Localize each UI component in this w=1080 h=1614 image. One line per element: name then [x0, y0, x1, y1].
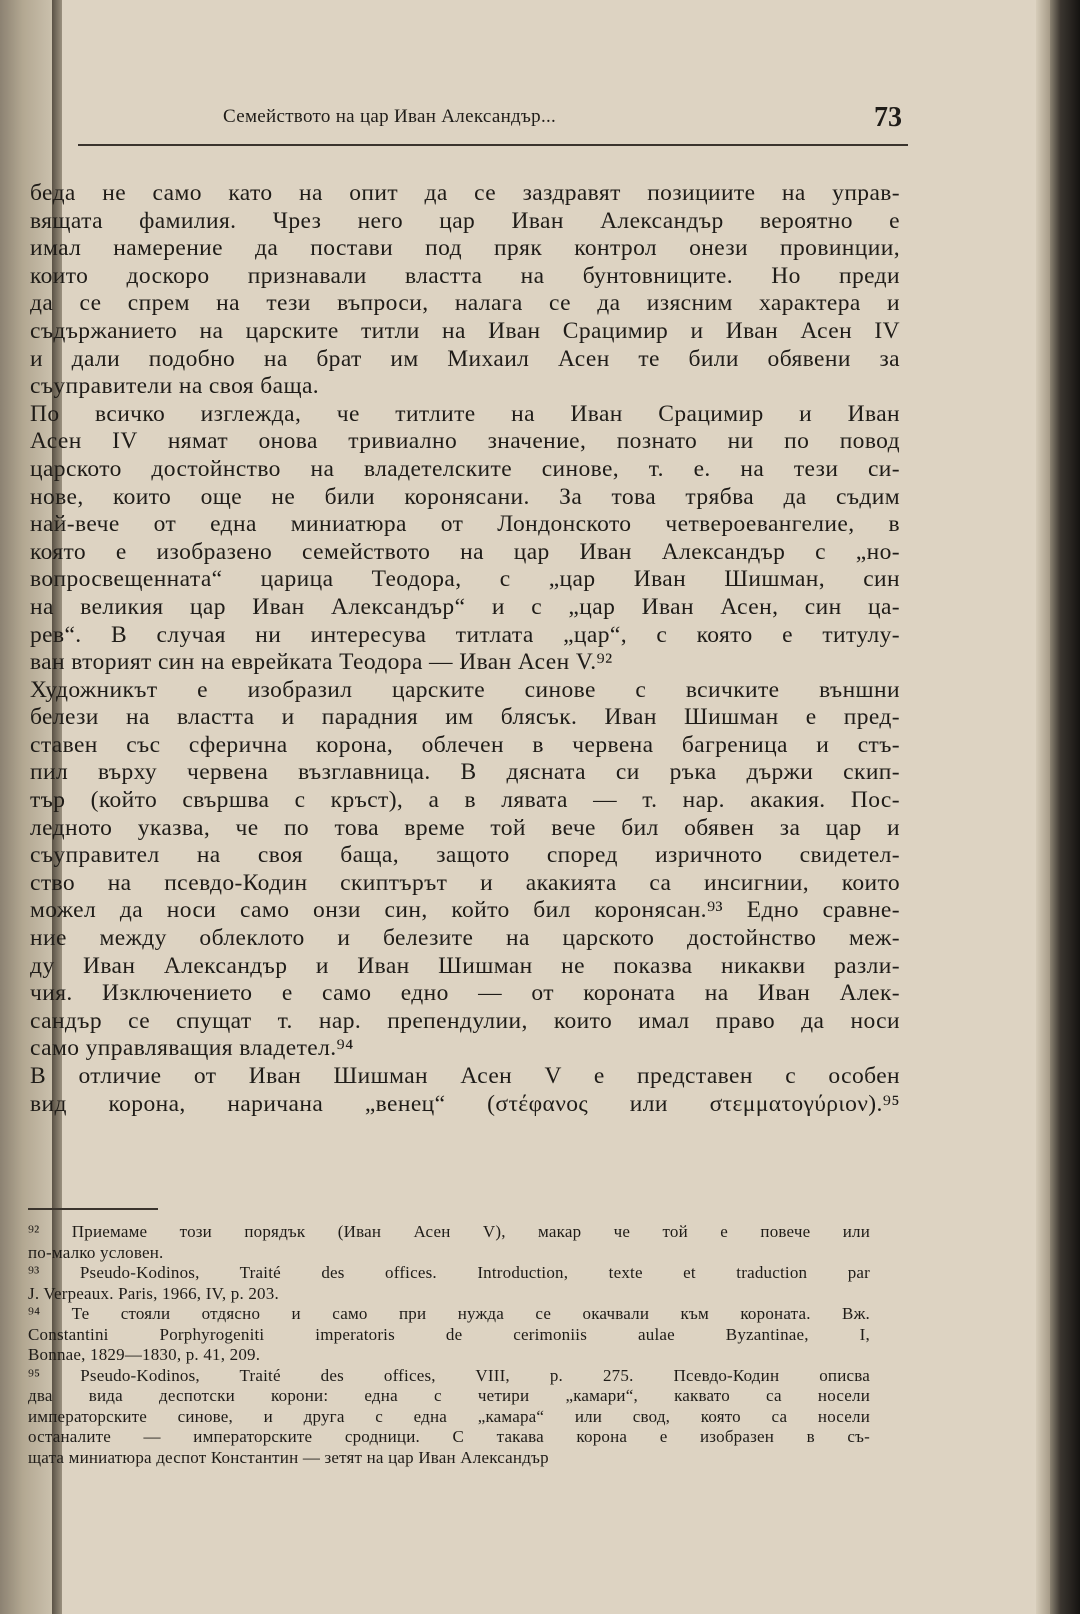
text-line: и дали подобно на брат им Михаил Асен те били обявени за [30, 345, 900, 372]
text-line: вящата фамилия. Чрез него цар Иван Александър вероятно е [30, 207, 900, 234]
footnote-line: ⁹³ Pseudo-Kodinos, Traité des offices. Introduction, texte et traduction par [28, 1263, 870, 1282]
footnote-line: ⁹⁴ Те стояли отдясно и само при нужда се окачвали към короната. Вж. [28, 1304, 870, 1323]
text-line: които доскоро признавали властта на бунтовниците. Но преди [30, 262, 900, 289]
footnote-line: Constantini Porphyrogeniti imperatoris de cerimoniis aulae Byzantinae, I, [28, 1324, 870, 1344]
text-line: ставен със сферична корона, облечен в червена багреница и стъ- [30, 731, 900, 758]
text-line: чия. Изключението е само едно — от короната на Иван Алек- [30, 980, 900, 1007]
text-line: вид корона, наричана „венец“ (στέφανος или στεμματογύριον).⁹⁵ [30, 1090, 900, 1117]
text-line: само управляващия владетел.⁹⁴ [30, 1035, 354, 1062]
footnote-line: два вида деспотски корони: една с четири „камари“, каквато са носели [28, 1386, 870, 1405]
footnote-line: J. Verpeaux. Paris, 1966, IV, p. 203. [28, 1283, 279, 1303]
text-line: вопросвещенната“ царица Теодора, с „цар Иван Шишман, син [30, 566, 900, 593]
footnote-line: ⁹² Приемаме този порядък (Иван Асен V), макар че той е повече или [28, 1222, 870, 1241]
text-line: тър (който свършва с кръст), а в лявата — т. нар. акакия. Пос- [30, 787, 900, 814]
footnote-line: ⁹⁵ Pseudo-Kodinos, Traité des offices, VIII, p. 275. Псевдо-Кодин описва [28, 1365, 870, 1385]
text-line: рев“. В случая ни интересува титлата „цар“, с която е титулу- [30, 621, 900, 648]
footnotes [28, 1222, 870, 1468]
body-text [30, 180, 900, 1118]
text-line: Асен IV нямат онова тривиално значение, познато ни по повод [30, 428, 900, 455]
text-line: съуправител на своя баща, защото според изричното свидетел- [30, 842, 900, 869]
footnote-line: щата миниатюра деспот Константин — зетят на цар Иван Александър [28, 1447, 549, 1467]
text-line: която е изобразено семейството на цар Иван Александър с „но- [30, 538, 900, 565]
text-line: ду Иван Александър и Иван Шишман не показва никакви разли- [30, 952, 900, 979]
text-line: В отличие от Иван Шишман Асен V е представен с особен [30, 1063, 900, 1089]
text-line: сандър се спущат т. нар. препендулии, които имал право да носи [30, 1007, 900, 1034]
text-line: ство на псевдо-Кодин скиптърът и акакията са инсигнии, които [30, 869, 900, 896]
text-line: Художникът е изобразил царските синове с всичките външни [30, 676, 900, 703]
page-edge-shade [1036, 0, 1050, 1614]
text-line: най-вече от една миниатюра от Лондонското четвероевангелие, в [30, 511, 900, 538]
text-line: можел да носи само онзи син, който бил коронясан.⁹³ Едно сравне- [30, 897, 900, 924]
text-line: ние между облеклото и белезите на царското достойнство меж- [30, 925, 900, 952]
footnote-line: императорските синове, и друга с една „камара“ или свод, която са носели [28, 1406, 870, 1426]
running-title: Семейството на цар Иван Александър... [223, 106, 557, 127]
text-line: беда не само като на опит да се заздравят позициите на управ- [30, 180, 900, 206]
page-number: 73 [874, 102, 902, 133]
footnote-line: по-малко условен. [28, 1242, 164, 1262]
footnote-line: останалите — императорските сродници. С такава корона е изобразен в съ- [28, 1427, 870, 1446]
text-line: имал намерение да постави под пряк контрол онези провинции, [30, 235, 900, 262]
text-line: нове, които още не били коронясани. За това трябва да съдим [30, 483, 900, 510]
text-line: белези на властта и парадния им блясък. Иван Шишман е пред- [30, 704, 900, 731]
text-line: съдържанието на царските титли на Иван Срацимир и Иван Асен IV [30, 317, 900, 344]
footnote-rule [28, 1208, 158, 1210]
footnote-line: Bonnae, 1829—1830, p. 41, 209. [28, 1345, 261, 1364]
text-line: съуправители на своя баща. [30, 373, 320, 400]
text-line: да се спрем на тези въпроси, налага се да изясним характера и [30, 290, 900, 317]
text-line: на великия цар Иван Александър“ и с „цар Иван Асен, син ца- [30, 593, 900, 620]
text-line: ван вторият син на еврейката Теодора — Иван Асен V.⁹² [30, 649, 613, 676]
text-line: царското достойнство на владетелските синове, т. е. на тези си- [30, 455, 900, 482]
book-spine-shadow [1050, 0, 1080, 1614]
text-line: ледното указва, че по това време той вече бил обявен за цар и [30, 814, 900, 841]
text-line: По всичко изглежда, че титлите на Иван Срацимир и Иван [30, 400, 900, 427]
text-line: пил върху червена възглавница. В дясната си ръка държи скип- [30, 759, 900, 786]
running-header [78, 104, 908, 146]
